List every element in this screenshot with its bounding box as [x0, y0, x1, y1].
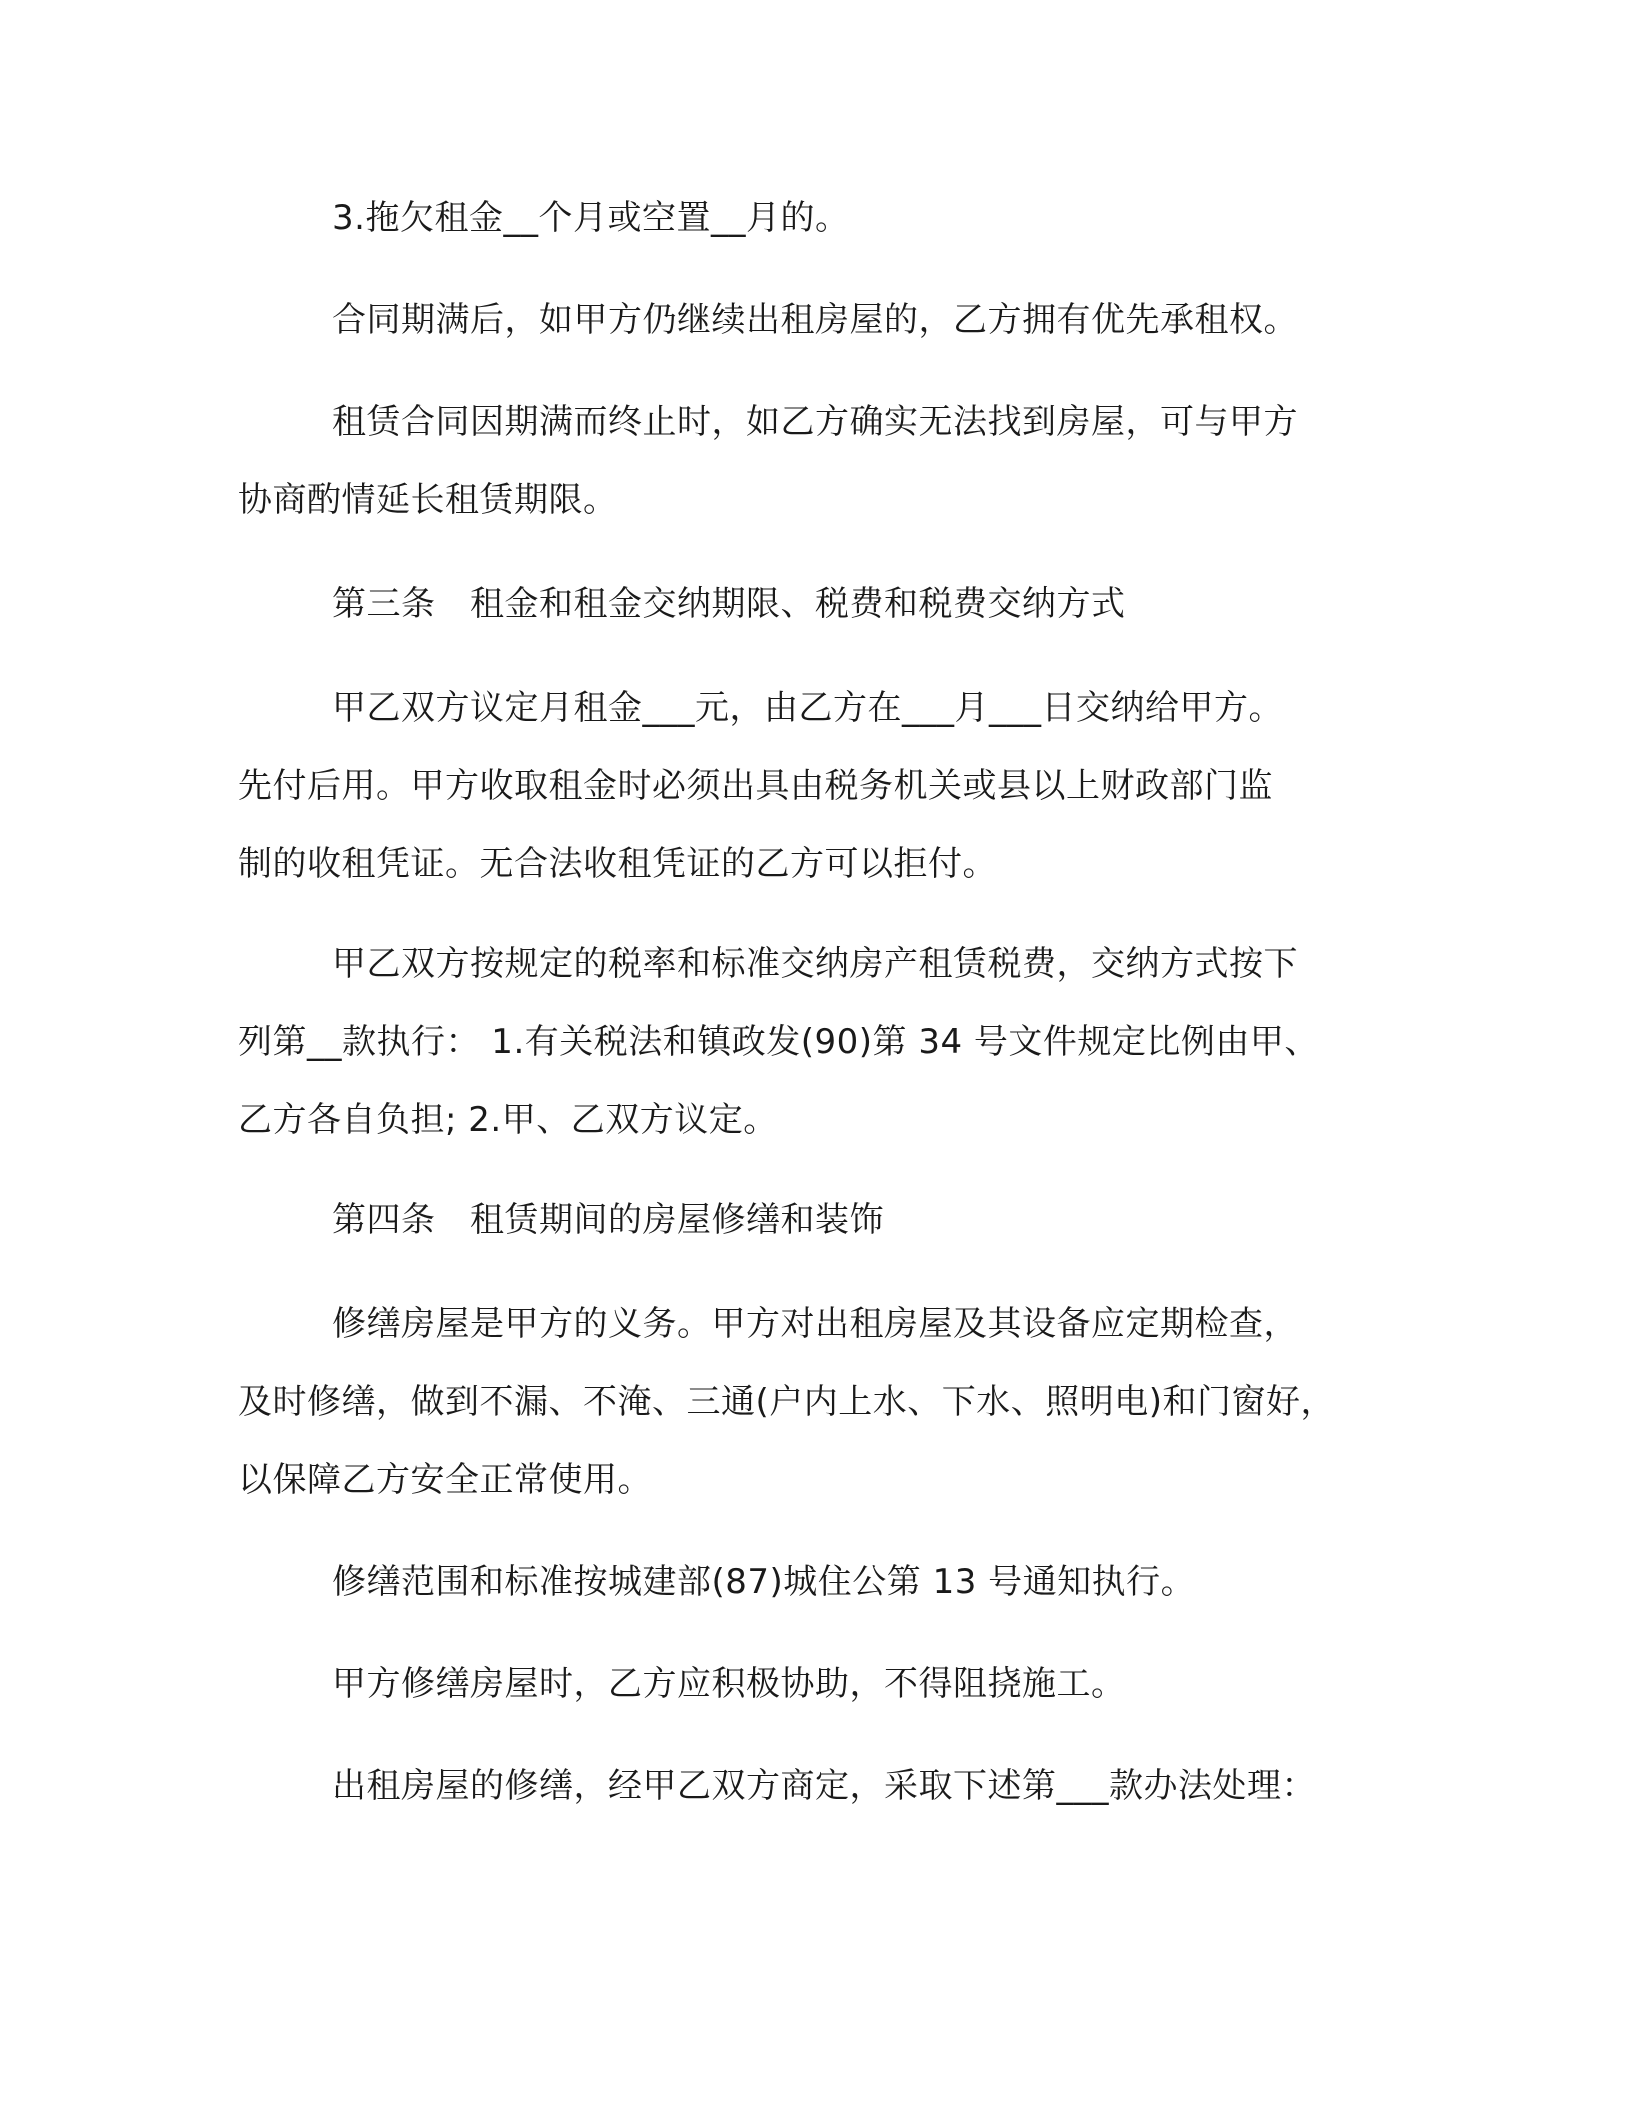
paragraph-line: 先付后用。甲方收取租金时必须出具由税务机关或县以上财政部门监: [238, 766, 1273, 806]
paragraph-line: 及时修缮，做到不漏、不淹、三通(户内上水、下水、照明电)和门窗好，: [238, 1382, 1336, 1422]
paragraph-line: 出租房屋的修缮，经甲乙双方商定，采取下述第___款办法处理：: [332, 1766, 1316, 1806]
paragraph-line: 修缮范围和标准按城建部(87)城住公第 13 号通知执行。: [332, 1562, 1196, 1602]
paragraph-line: 以保障乙方安全正常使用。: [238, 1460, 652, 1500]
paragraph-line: 修缮房屋是甲方的义务。甲方对出租房屋及其设备应定期检查，: [332, 1304, 1298, 1344]
paragraph-line: 协商酌情延长租赁期限。: [238, 480, 618, 520]
article-heading: 第四条 租赁期间的房屋修缮和装饰: [332, 1200, 884, 1240]
paragraph-line: 制的收租凭证。无合法收租凭证的乙方可以拒付。: [238, 844, 997, 884]
paragraph-line: 甲乙双方议定月租金___元，由乙方在___月___日交纳给甲方。: [332, 688, 1283, 728]
paragraph-line: 列第__款执行： 1.有关税法和镇政发(90)第 34 号文件规定比例由甲、: [238, 1022, 1319, 1062]
paragraph-line: 甲乙双方按规定的税率和标准交纳房产租赁税费，交纳方式按下: [332, 944, 1298, 984]
paragraph-line: 甲方修缮房屋时，乙方应积极协助，不得阻挠施工。: [332, 1664, 1126, 1704]
paragraph-line: 3.拖欠租金__个月或空置__月的。: [332, 198, 850, 238]
paragraph-line: 合同期满后，如甲方仍继续出租房屋的，乙方拥有优先承租权。: [332, 300, 1298, 340]
article-heading: 第三条 租金和租金交纳期限、税费和税费交纳方式: [332, 584, 1126, 624]
paragraph-line: 租赁合同因期满而终止时，如乙方确实无法找到房屋，可与甲方: [332, 402, 1298, 442]
paragraph-line: 乙方各自负担; 2.甲、乙双方议定。: [238, 1100, 778, 1140]
